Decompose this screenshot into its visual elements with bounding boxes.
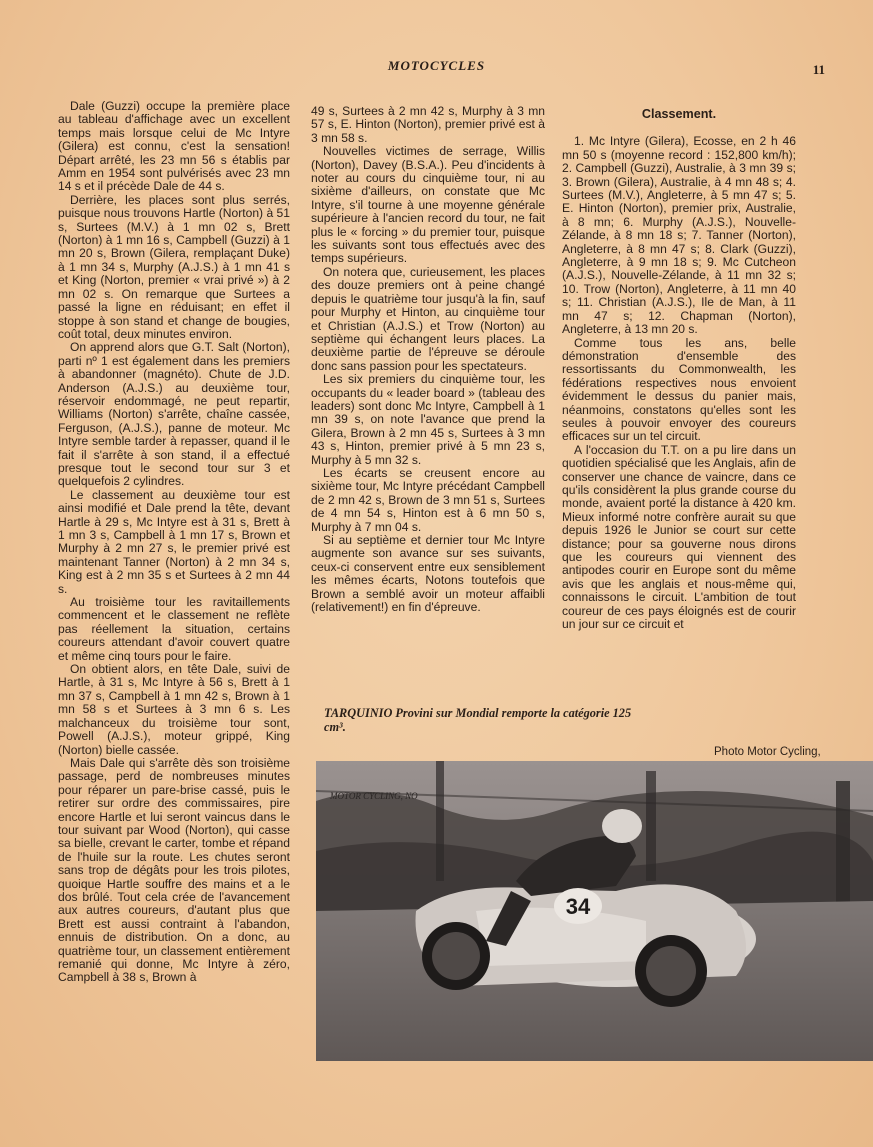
- paragraph: Si au septième et dernier tour Mc Intyre augmente son avance sur ses suivants, ceux-ci conservent entre eux sensiblement les mêmes écarts, Notons toutefois que Brown a semblé avoir un moteur affaibli (relativement!) en fin d'épreuve.: [311, 533, 545, 615]
- paragraph: A l'occasion du T.T. on a pu lire dans un quotidien spécialisé que les Anglais, afin de conserver une chance de vaincre, dans ce qu'ils considèrent la plus grande course du monde, avaient porté la distance à 420 km. Mieux informé notre confrère aurait su que depuis 1926 le Junior se court sur cette distance; pour sa gouverne nous dirons que les coureurs qui viennent des antipodes courir en Europe sont du même avis que les anglais et nous-même qui, connaissons le circuit. L'ambition de tout coureur de ces pays éloignés est de courir un jour sur ce circuit et: [562, 442, 796, 632]
- number-plate-text: 34: [565, 894, 591, 919]
- paragraph: Les six premiers du cinquième tour, les occupants du « leader board » (tableau des leaders) sont donc Mc Intyre, Campbell à 1 mn 39 s, on note l'avance que prend la Gilera, Brown à 2 mn 45 s, Surtees à 3 mn 43 s, Hinton, premier privé à 5 mn 23 s, Murphy à 5 mn 32 s.: [311, 372, 545, 467]
- photo-caption: TARQUINIO Provini sur Mondial remporte la catégorie 125 cm³.: [324, 706, 632, 734]
- motorcycle-race-photo: [316, 761, 873, 1061]
- paragraph: Nouvelles victimes de serrage, Willis (Norton), Davey (B.S.A.). Peu d'incidents à noter au cours du cinquième tour, ni au sixième d'ailleurs, on constate que Mc Intyre, s'il tourne à une moyenne générale supérieure à l'ancien record du tour, ne fait plus le « forcing » du premier tour, puisque les suivants sont tous effectués avec des temps supérieurs.: [311, 144, 545, 266]
- paragraph: Les écarts se creusent encore au sixième tour, Mc Intyre précédant Campbell de 2 mn 42 s, Brown de 3 mn 51 s, Surtees de 4 mn 54 s, Hinton est à 6 mn 50 s, Murphy à 7 mn 04 s.: [311, 465, 545, 534]
- photo-watermark: MOTOR CYCLING, NO: [330, 791, 418, 801]
- paragraph: Au troisième tour les ravitaillements commencent et le classement ne reflète pas réellement la situation, certains coureurs attendant d'avoir couvert quatre et même cinq tours pour le faire.: [58, 595, 290, 663]
- running-head: MOTOCYCLES: [387, 58, 486, 73]
- paragraph: 49 s, Surtees à 2 mn 42 s, Murphy à 3 mn 57 s, E. Hinton (Norton), premier privé est à 3 mn 58 s.: [311, 104, 545, 145]
- article-column-2: [311, 105, 545, 614]
- article-column-1: [58, 100, 290, 985]
- paragraph: Dale (Guzzi) occupe la première place au tableau d'affichage avec un excellent temps mais lorsque celui de Mc Intyre (Gilera) est connu, c'est la sensation! Départ arrêté, les 23 mn 56 s établis par Amm en 1954 sont pulvérisés avec 23 mn 14 s et il précède Dale de 44 s.: [58, 99, 290, 194]
- motorcycle-photo-illustration: [316, 761, 873, 1061]
- section-heading-classement: Classement.: [641, 107, 717, 121]
- article-column-3: [562, 108, 796, 631]
- paragraph: Le classement au deuxième tour est ainsi modifié et Dale prend la tête, devant Hartle à 29 s, Mc Intyre est à 31 s, Brett à 1 mn 3 s, Campbell à 1 mn 17 s, Brown et Murphy à 2 mn 27 s, le premier privé est maintenant Tanner (Norton) à 2 mn 34 s, King est à 2 mn 35 s et Surtees à 2 mn 44 s.: [58, 487, 290, 596]
- paragraph: Derrière, les places sont plus serrés, puisque nous trouvons Hartle (Norton) à 51 s, Surtees (M.V.) à 1 mn 02 s, Brett (Norton) à 1 mn 16 s, Campbell (Guzzi) à 1 mn 20 s, Brown (Gilera, remplaçant Duke) à 1 mn 34 s, Murphy (A.J.S.) à 1 mn 41 s et King (Norton, premier « vrai privé ») à 2 mn 02 s. On remarque que Surtees a passé la ligne en réduisant; en effet il stoppe à son stand et change de bougies, coût total, deux minutes environ.: [58, 192, 290, 341]
- results-paragraph: 1. Mc Intyre (Gilera), Ecosse, en 2 h 46 mn 50 s (moyenne record : 152,800 km/h); 2. Campbell (Guzzi), Australie, à 3 mn 39 s; 3. Brown (Gilera), Australie, à 4 mn 48 s; 4. Surtees (M.V.), Angleterre, à 5 mn 47 s; 5. E. Hinton (Norton), premier prix, Australie, à 8 mn; 6. Murphy (A.J.S.), Nouvelle-Zélande, à 8 mn 18 s; 7. Tanner (Norton), Angleterre, à 8 mn 47 s; 8. Clark (Guzzi), Angleterre, à 9 mn 18 s; 9. Mc Cutcheon (A.J.S.), Nouvelle-Zélande, à 11 mn 32 s; 10. Trow (Norton), Angleterre, à 11 mn 40 s; 11. Christian (A.J.S.), Ile de Man, à 11 mn 47 s; 12. Chapman (Norton), Angleterre, à 13 mn 20 s.: [562, 134, 796, 337]
- paragraph: On apprend alors que G.T. Salt (Norton), parti nº 1 est également dans les premiers à abandonner (magnéto). Chute de J.D. Anderson (A.J.S.) au deuxième tour, réservoir endommagé, ne peut repartir, Williams (Norton) s'arrête, chaîne cassée, Ferguson, (A.J.S.), panne de moteur. Mc Intyre semble tarder à repasser, quand il le fait il s'arrête à son stand, il a effectué presque tout le second tour sur 3 et quelquefois 2 cylindres.: [58, 340, 290, 489]
- paragraph: On notera que, curieusement, les places des douze premiers ont à peine changé depuis le quatrième tour jusqu'à la fin, sauf pour Murphy et Hinton, au cinquième tour et Christian (A.J.S.) et Trow (Norton) au septième qui échangent leurs places. La deuxième partie de l'épreuve se déroule donc sans passion pour les spectateurs.: [311, 264, 545, 373]
- paragraph: On obtient alors, en tête Dale, suivi de Hartle, à 31 s, Mc Intyre à 56 s, Brett à 1 mn 37 s, Campbell à 1 mn 42 s, Brown à 1 mn 58 s et Surtees à 3 mn 6 s. Les malchanceux du troisième tour sont, Powell (A.J.S.), moteur grippé, King (Norton) bielle cassée.: [58, 662, 290, 757]
- paragraph: Mais Dale qui s'arrête dès son troisième passage, perd de nombreuses minutes pour réparer un pare-brise cassé, puis le retirer sur ordre des commissaires, pire encore Hartle et lui seront vaincus dans le tour suivant par Wood (Norton), qui casse sa bielle, crevant le carter, tombe et répand de l'huile sur la route. Les chutes seront sans trop de dégâts pour les trois pilotes, quoique Hartle souffre des mains et a le dos brûlé. Tout cela crée de l'avancement aux autres coureurs, d'autant plus que Brett est aussi contraint à l'abandon, ennuis de distribution. On a donc, au quatrième tour, un classement entièrement remanié qui donne, Mc Intyre à zéro, Campbell à 38 s, Brown à: [58, 755, 290, 985]
- paragraph: Comme tous les ans, belle démonstration d'ensemble des ressortissants du Commonwealth, les fédérations respectives nous envoient évidemment le dessus du panier mais, néanmoins, constatons qu'elles sont les seules à pouvoir envoyer des coureurs efficaces sur un tel circuit.: [562, 335, 796, 444]
- page-number: 11: [812, 62, 825, 77]
- photo-credit: Photo Motor Cycling,: [714, 746, 821, 758]
